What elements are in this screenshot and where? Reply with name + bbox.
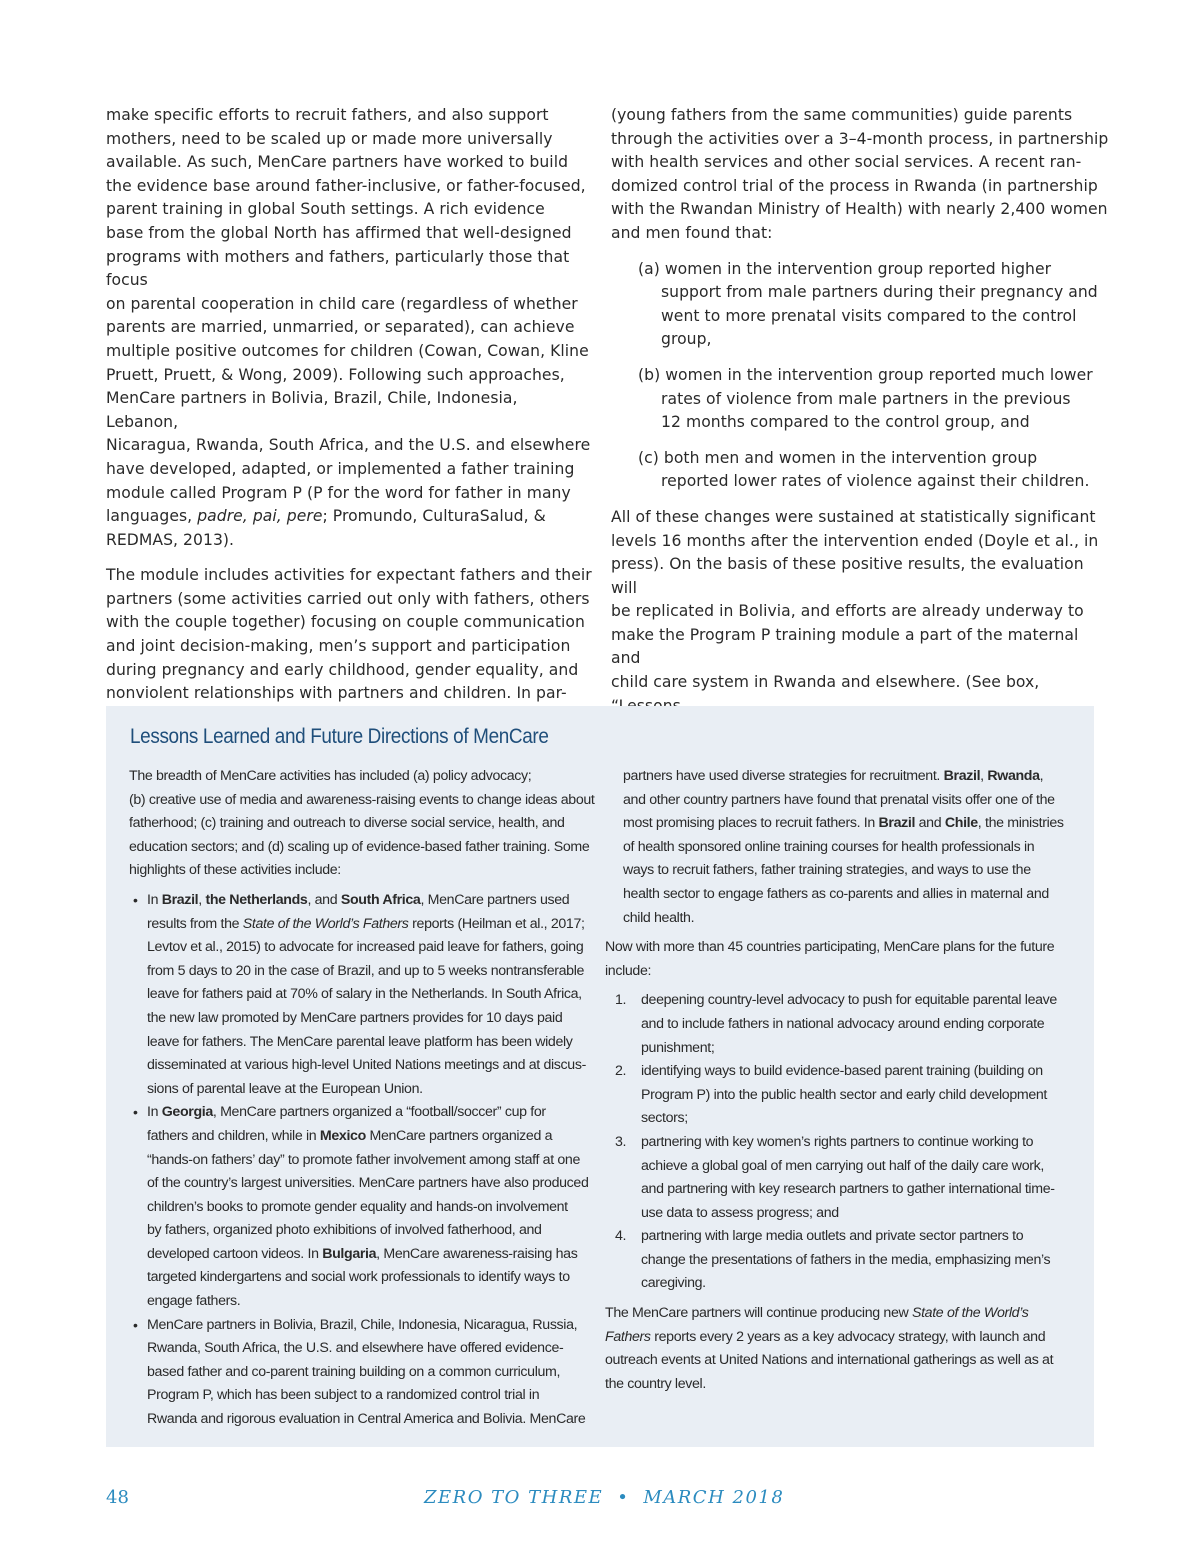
text: , MenCare partners used results from the (147, 891, 570, 932)
plan-text: partnering with key women’s rights partners to continue working to achieve a global goal of men carrying out half of the daily care work, and partnering with key research partners to gather international time- use data to assess progress; and (641, 1133, 1055, 1221)
issue-date: MARCH 2018 (643, 1487, 785, 1508)
bold-text: Brazil (943, 768, 981, 784)
finding-item: (a) women in the intervention group reported higher support from male partners during their pregnancy and went to more prenatal visits compared to the control group, (638, 259, 1098, 349)
closing-paragraph (605, 1302, 1075, 1396)
text: MenCare partners in Bolivia, Brazil, Chile, Indonesia, Nicaragua, Russia, Rwanda, South Africa, the U.S. and elsewhere have offered evidence- based father and co-parent training building on a common curriculum, Program P, which has been subject to a randomized control trial in Rwanda and rigorous evaluation in Central America and Bolivia. MenCare (147, 1316, 586, 1428)
paragraph-text: make specific efforts to recruit fathers, and also support mothers, need to be scaled up or made more universally available. As such, MenCare partners have worked to build the evidence base around father-inclusive, or father-focused, parent training in global South settings. A rich evidence base from the global North has affirmed that well-designed programs with mothers and fathers, particularly those that focus on parental cooperation in child care (regardless of whether parents are married, unmarried, or separated), can achieve multiple positive outcomes for children (Cowan, Cowan, Kline Pruett, Pruett, & Wong, 2009). Following such approaches, MenCare partners in Bolivia, Brazil, Chile, Indonesia, Lebanon, Nicaragua, Rwanda, South Africa, and the U.S. and elsewhere have developed, adapted, or implemented a father training module called Program P (P for the word for father in many languages, (106, 106, 591, 526)
highlight-continued (605, 765, 1075, 930)
text: , MenCare awareness-raising has targeted kindergartens and social work professionals to identify ways to engage fathers. (147, 1245, 578, 1310)
bold-text: the Netherlands (205, 891, 308, 908)
running-footer (424, 1487, 784, 1508)
article-left-column (106, 104, 594, 729)
paragraph: All of these changes were sustained at statistically significant levels 16 months after the intervention ended (Doyle et al., in press). On the basis of these positive results, the evaluation will be replicated in Bolivia, and efforts are already underway to make the Program P training module a part of the maternal and child care system in Rwanda and elsewhere. (See box, (611, 507, 1099, 692)
bullet-icon: • (133, 891, 138, 908)
paragraph-text: ; Promundo, CulturaSalud, & REDMAS, 2013). (106, 507, 546, 549)
article-right-column (611, 104, 1111, 742)
plan-item (605, 1225, 1075, 1296)
bold-text: Georgia (161, 1104, 213, 1121)
plan-item (605, 989, 1075, 1060)
bullet-icon: • (133, 1316, 138, 1333)
plan-text: deepening country-level advocacy to push for equitable parental leave and to include fathers in national advocacy around ending corporate punishment; (641, 992, 1057, 1056)
plans-list (605, 989, 1075, 1296)
findings-list (611, 258, 1111, 494)
bold-text: Rwanda (987, 768, 1040, 784)
page-footer (106, 1487, 1106, 1517)
text: , the ministries of health sponsored online training courses for health professionals in ways to recruit fathers, father training strategies, and ways to use the health sector to engage fathers as co-parents and allies in maternal and child health. (623, 815, 1064, 926)
bold-text: Brazil (878, 815, 916, 832)
bold-text: Chile (944, 815, 978, 832)
paragraph-italic-text: padre, pai, pere (197, 507, 323, 526)
plan-number: 4. (615, 1228, 627, 1245)
text: The MenCare partners will continue producing new (605, 1305, 912, 1322)
text: , and other country partners have found that prenatal visits offer one of the most promising places to recruit fathers. In (623, 768, 1055, 832)
text: and (915, 815, 945, 832)
plan-item (605, 1131, 1075, 1225)
highlight-item (129, 889, 604, 1101)
italic-text: State of the World’s Fathers (605, 1305, 1029, 1345)
plan-item (605, 1060, 1075, 1131)
text: reports every 2 years as a key advocacy strategy, with launch and outreach events at United Nations and international gatherings as well as at the country level. (605, 1328, 1054, 1392)
bold-text: Brazil (161, 891, 199, 908)
bold-text: Bulgaria (322, 1245, 377, 1262)
plan-text: identifying ways to build evidence-based parent training (building on Program P) into the public health sector and early child development sectors; (641, 1063, 1048, 1127)
finding-item: (c) both men and women in the intervention group reported lower rates of violence against their children. (638, 448, 1090, 491)
bullet-icon: • (133, 1104, 138, 1121)
page-number: 48 (106, 1487, 129, 1508)
plan-number: 1. (615, 992, 627, 1009)
bold-text: South Africa (340, 891, 421, 908)
highlight-item (129, 1314, 604, 1432)
paragraph: (young fathers from the same communities) guide parents through the activities over a 3–4-month process, in partnership with health services and other social services. A recent ran- domized control trial of the process in Rwanda (in partnership with the Rwandan Ministry of Health) with nearly 2,400 women and men found that: (611, 106, 1109, 242)
separator-dot-icon: • (617, 1487, 630, 1508)
highlights-list (129, 889, 604, 1432)
italic-text: State of the World’s Fathers (242, 915, 409, 932)
plan-text: partnering with large media outlets and private sector partners to change the presentations of fathers in the media, emphasizing men’s caregiving. (641, 1228, 1051, 1292)
paragraph: The module includes activities for expectant fathers and their partners (some activities carried out only with fathers, others with the couple together) focusing on couple communication and joint decision-making, men’s support and participation during pregnancy and early childhood, gender equality, and nonviolent relationships with partners and children. In par- (106, 566, 592, 703)
text: MenCare partners organized a “hands-on fathers’ day” to promote father involvement among staff at one of the country’s largest universities. MenCare partners have also produced children’s books to promote gender equality and hands-on involvement by fathers, organized photo exhibitions of involved fatherhood, and developed cartoon videos. In (147, 1127, 589, 1262)
text: , (980, 768, 988, 784)
paragraph (106, 104, 594, 552)
plan-number: 3. (615, 1133, 627, 1150)
plan-number: 2. (615, 1063, 627, 1080)
text: In (147, 1104, 162, 1121)
finding-item: (b) women in the intervention group reported much lower rates of violence from male partners in the previous 12 months compared to the control group, and (638, 365, 1093, 432)
publication-name: ZERO TO THREE (424, 1487, 604, 1508)
future-intro: Now with more than 45 countries participating, MenCare plans for the future include: (605, 939, 1055, 979)
box-right-column (605, 765, 1075, 1396)
text: reports (Heilman et al., 2017; Levtov et al., 2015) to advocate for increased paid leave for fathers, going from 5 days to 20 in the case of Brazil, and up to 5 weeks nontransferable leave for fathers paid at 70% of salary in the Netherlands. In South Africa, the new law promoted by MenCare partners provides for 10 days paid leave for fathers. The MenCare parental leave platform has been widely disseminated at various high-level United Nations meetings and at discus- sions of parental leave at the European Union. (147, 915, 586, 1097)
bold-text: Mexico (319, 1127, 366, 1144)
text: partners have used diverse strategies for recruitment. (623, 768, 944, 784)
text: In (147, 891, 162, 908)
text: , MenCare partners organized a “football/soccer” cup for fathers and children, while in (147, 1104, 546, 1144)
box-title: Lessons Learned and Future Directions of MenCare (130, 724, 549, 748)
text: , (198, 891, 206, 908)
box-left-column (129, 765, 604, 1432)
box-intro: The breadth of MenCare activities has included (a) policy advocacy; (b) creative use of media and awareness-raising events to change ideas about fatherhood; (c) training and outreach to diverse social service, health, and education sectors; and (d) scaling up of evidence-based father training. Some highlights of these activities include: (129, 768, 595, 879)
sidebar-box (106, 706, 1094, 1447)
highlight-item (129, 1101, 604, 1313)
text: , and (307, 891, 341, 908)
